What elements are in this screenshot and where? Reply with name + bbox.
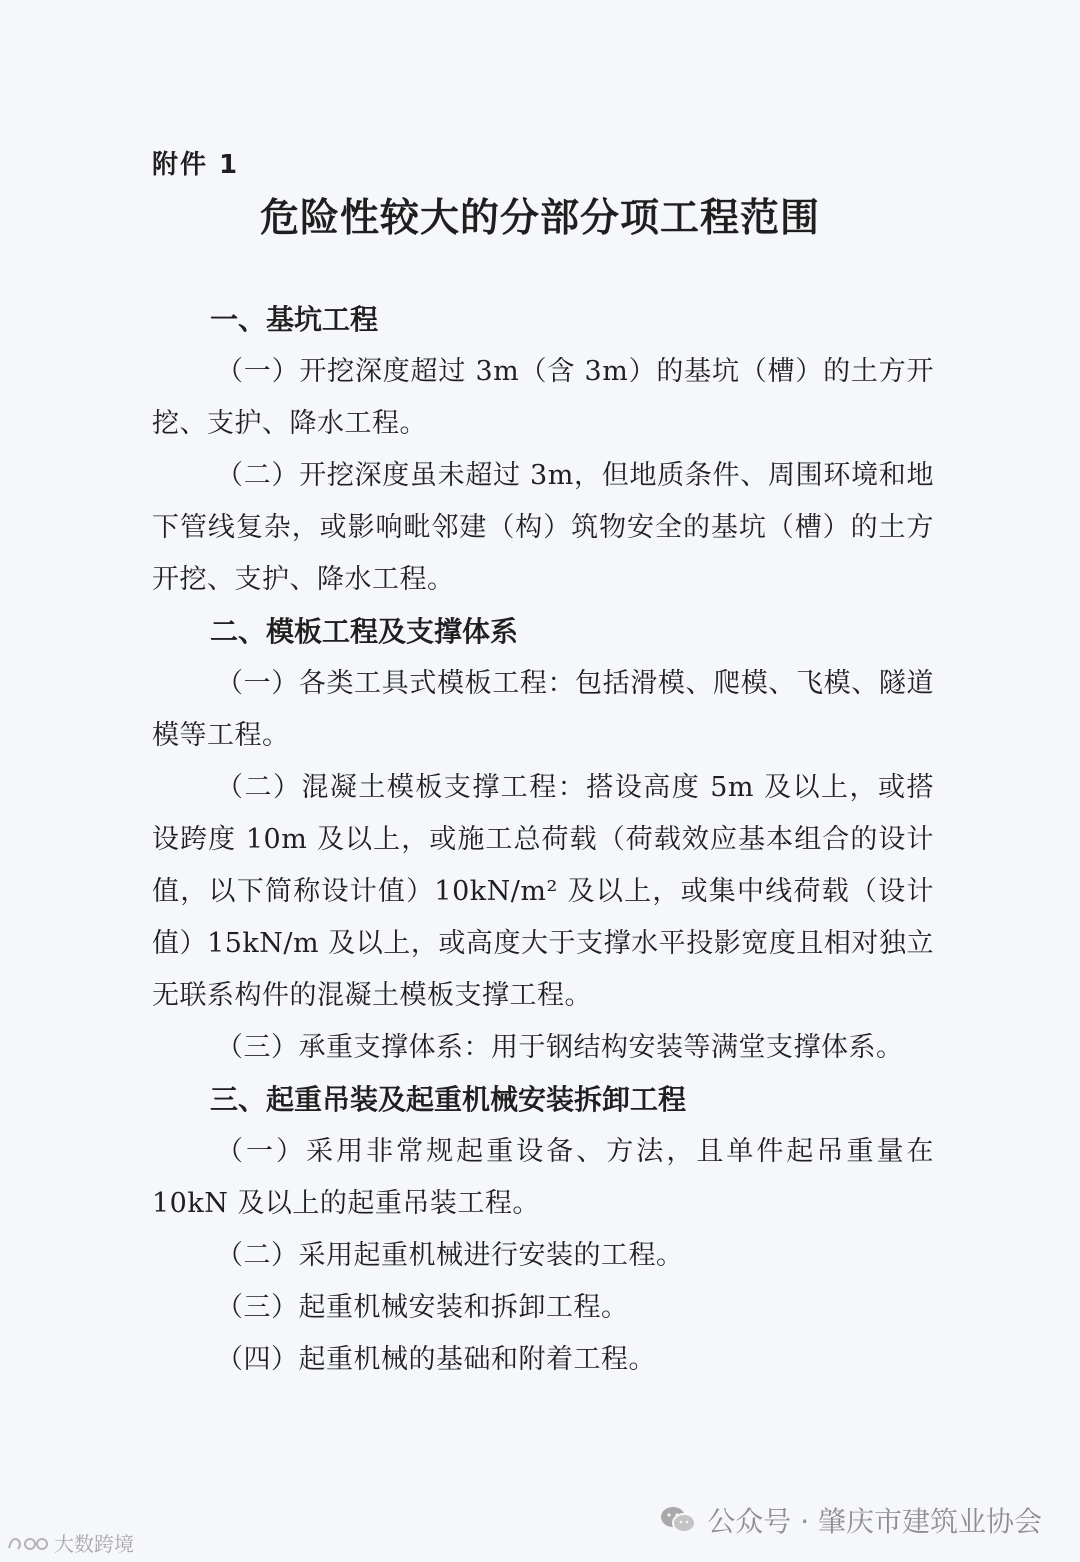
attachment-label: 附件 1 <box>152 150 240 180</box>
section-item: （一）各类工具式模板工程：包括滑模、爬模、飞模、隧道模等工程。 <box>152 668 934 751</box>
logo-mark-icon <box>6 1532 50 1554</box>
section-heading: 一、基坑工程 <box>210 303 379 336</box>
section-item: （一）采用非常规起重设备、方法，且单件起吊重量在 10kN 及以上的起重吊装工程。 <box>152 1136 934 1219</box>
source-label: 公众号 · 肇庆市建筑业协会 <box>707 1505 1042 1538</box>
section-item: （二）混凝土模板支撑工程：搭设高度 5m 及以上，或搭设跨度 10m 及以上，或施工总荷载（荷载效应基本组合的设计值，以下简称设计值）10kN/m² 及以上，或集中线荷载（设计值）15kN/m 及以上，或高度大于支撑水平投影宽度且相对独立无联系构件的混凝土模板支撑工程。 <box>152 772 934 1011</box>
section <box>152 1074 934 1386</box>
section <box>152 294 934 606</box>
document-body <box>152 294 934 1386</box>
section-heading: 二、模板工程及支撑体系 <box>210 615 519 648</box>
section-heading: 三、起重吊装及起重机械安装拆卸工程 <box>210 1083 687 1116</box>
section-item: （三）承重支撑体系：用于钢结构安装等满堂支撑体系。 <box>216 1032 904 1063</box>
section-item: （四）起重机械的基础和附着工程。 <box>216 1344 656 1375</box>
source-watermark <box>659 1500 1042 1540</box>
section-item: （三）起重机械安装和拆卸工程。 <box>216 1292 629 1323</box>
wechat-icon <box>659 1504 697 1536</box>
document-title: 危险性较大的分部分项工程范围 <box>259 196 820 241</box>
section-item: （一）开挖深度超过 3m（含 3m）的基坑（槽）的土方开挖、支护、降水工程。 <box>152 356 934 439</box>
corner-watermark <box>6 1528 134 1557</box>
section-item: （二）采用起重机械进行安装的工程。 <box>216 1240 684 1271</box>
section <box>152 606 934 1074</box>
section-item: （二）开挖深度虽未超过 3m，但地质条件、周围环境和地下管线复杂，或影响毗邻建（构）筑物安全的基坑（槽）的土方开挖、支护、降水工程。 <box>152 460 934 595</box>
corner-label: 大数跨境 <box>54 1532 134 1556</box>
